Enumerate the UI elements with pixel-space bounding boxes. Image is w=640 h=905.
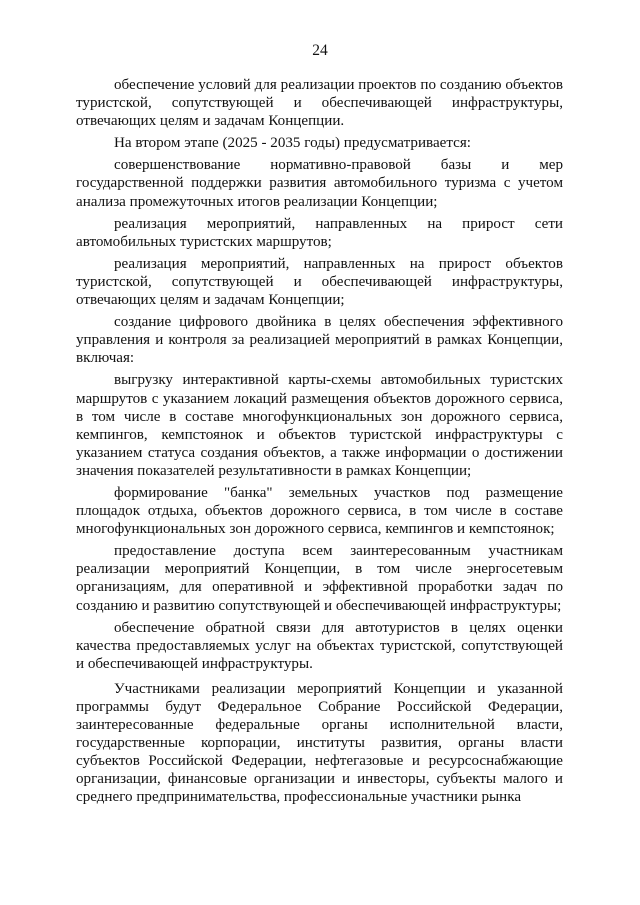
paragraph-participants: Участниками реализации мероприятий Концепции и указанной программы будут Федеральное Собрание Российской Федерации, заинтересованные федеральные органы исполнительной власти, государственные корпорации, институты развития, органы власти субъектов Российской Федерации, нефтегазовые и ресурсоснабжающие организации, финансовые организации и инвесторы, субъекты малого и среднего предпринимательства, профессиональные участники рынка	[76, 680, 563, 806]
list-item-access-provision: предоставление доступа всем заинтересованным участникам реализации мероприятий Концепции, в том числе энергосетевым организациям, для оперативной и эффективной проработки задач по созданию и развитию сопутствующей и обеспечивающей инфраструктуры;	[76, 543, 563, 614]
paragraph-second-stage-intro: На втором этапе (2025 - 2035 годы) предусматривается:	[114, 135, 471, 152]
list-item-legal-framework: совершенствование нормативно-правовой базы и мер государственной поддержки развития автомобильного туризма с учетом анализа промежуточных итогов реализации Концепции;	[76, 157, 563, 210]
list-item-interactive-map: выгрузку интерактивной карты-схемы автомобильных туристских маршрутов с указанием локаций размещения объектов дорожного сервиса, в том числе в составе многофункциональных зон дорожного сервиса, кемпингов, кемпстоянок и объектов туристской инфраструктуры с указанием статуса создания объектов, а также информации о достижении значения показателей результативности в рамках Концепции;	[76, 372, 563, 479]
list-item-feedback: обеспечение обратной связи для автотуристов в целях оценки качества предоставляемых услуг на объектах туристской, сопутствующей и обеспечивающей инфраструктуры.	[76, 619, 563, 672]
paragraph-infrastructure-conditions: обеспечение условий для реализации проектов по созданию объектов туристской, сопутствующей и обеспечивающей инфраструктуры, отвечающих целям и задачам Концепции.	[76, 77, 563, 130]
page-body	[76, 76, 563, 807]
list-item-land-bank: формирование "банка" земельных участков под размещение площадок отдыха, объектов дорожного сервиса, в том числе в составе многофункциональных зон дорожного сервиса, кемпингов и кемпстоянок;	[76, 484, 563, 538]
list-item-route-network: реализация мероприятий, направленных на прирост сети автомобильных туристских маршрутов;	[76, 215, 563, 250]
list-item-digital-twin: создание цифрового двойника в целях обеспечения эффективного управления и контроля за реализацией мероприятий в рамках Концепции, включая:	[76, 314, 563, 367]
list-item-infrastructure-growth: реализация мероприятий, направленных на прирост объектов туристской, сопутствующей и обеспечивающей инфраструктуры, отвечающих целям и задачам Концепции;	[76, 255, 563, 309]
page-number: 24	[312, 42, 328, 59]
